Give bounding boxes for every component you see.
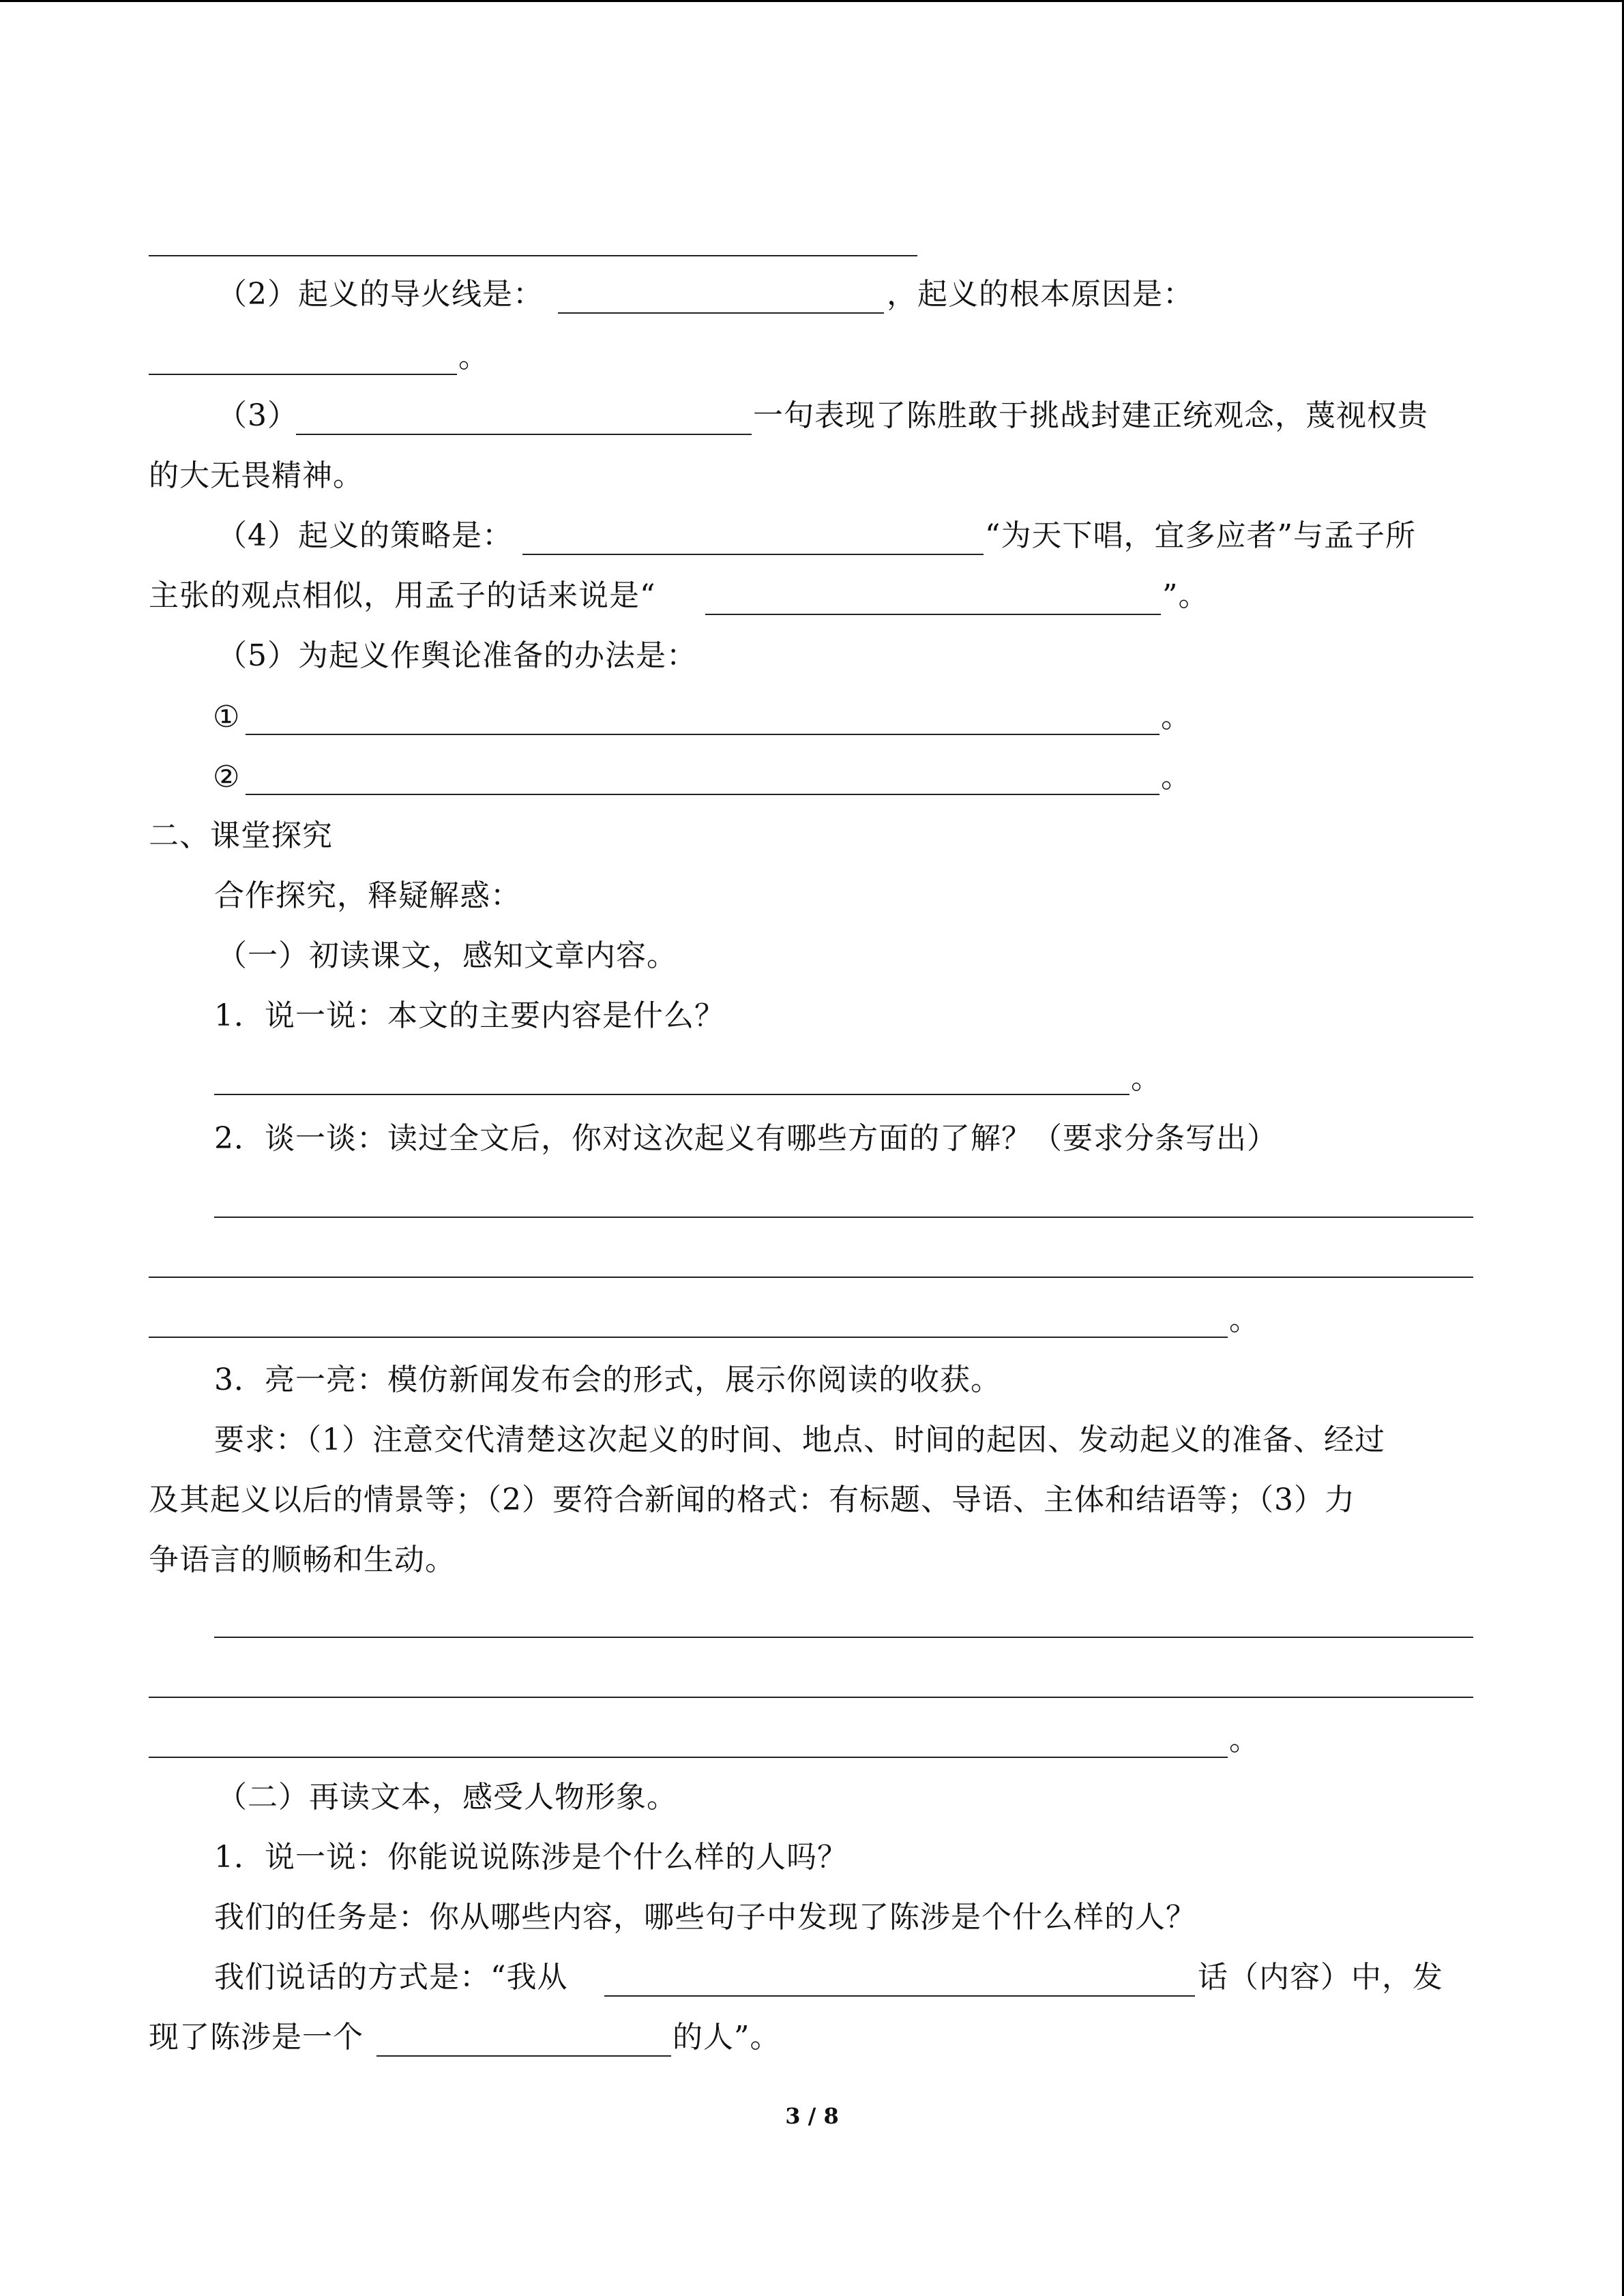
answer-line <box>604 1995 1195 1997</box>
answer-line <box>246 734 1160 735</box>
section-heading: 二、课堂探究 <box>149 818 333 853</box>
answer-line <box>705 614 1161 615</box>
item-2-marker: ② <box>213 760 241 794</box>
question-2-prefix: （2）起义的导火线是： <box>217 277 544 312</box>
speaking-way-line2-prefix: 现了陈涉是一个 <box>149 2020 364 2055</box>
answer-line <box>377 2055 671 2057</box>
part-2-question-1: 1．说一说：你能说说陈涉是个什么样的人吗？ <box>214 1840 848 1875</box>
question-4-line2-suffix: ”。 <box>1162 578 1209 613</box>
part-1-question-1: 1．说一说：本文的主要内容是什么？ <box>214 998 725 1033</box>
answer-line <box>246 794 1160 795</box>
question-3-suffix: 一句表现了陈胜敢于挑战封建正统观念，蔑视权贵 <box>753 398 1428 433</box>
part-2-title: （二）再读文本，感受人物形象。 <box>217 1780 677 1815</box>
part-1-title: （一）初读课文，感知文章内容。 <box>217 938 677 973</box>
answer-line <box>296 434 752 435</box>
answer-line <box>522 554 984 555</box>
item-1-marker: ① <box>213 700 241 734</box>
question-4-prefix: （4）起义的策略是： <box>217 518 513 553</box>
item-2-period: 。 <box>1161 760 1192 794</box>
part-1-q2-period: 。 <box>1229 1302 1260 1337</box>
requirement-line-2: 及其起义以后的情景等；（2）要符合新闻的格式：有标题、导语、主体和结语等；（3）力 <box>149 1482 1355 1517</box>
answer-line <box>149 255 917 256</box>
answer-line <box>558 312 884 314</box>
answer-line <box>149 1277 1473 1278</box>
part-1-question-2: 2．谈一谈：读过全文后，你对这次起义有哪些方面的了解？（要求分条写出） <box>214 1121 1278 1156</box>
requirement-line-3: 争语言的顺畅和生动。 <box>149 1542 456 1577</box>
speaking-way-suffix: 话（内容）中，发 <box>1198 1960 1443 1995</box>
speaking-way-line2-suffix: 的人”。 <box>673 2020 781 2055</box>
question-2-end: 。 <box>458 340 489 374</box>
page-number: 3 / 8 <box>785 2103 839 2129</box>
answer-line <box>149 1697 1473 1698</box>
question-4-suffix: “为天下唱，宜多应者”与孟子所 <box>985 518 1416 553</box>
speaking-way-prefix: 我们说话的方式是：“我从 <box>214 1960 568 1995</box>
requirement-line-1: 要求：（1）注意交代清楚这次起义的时间、地点、时间的起因、发动起义的准备、经过 <box>214 1422 1385 1457</box>
part-1-q1-period: 。 <box>1131 1061 1162 1096</box>
question-3-prefix: （3） <box>217 398 298 433</box>
section-intro: 合作探究，释疑解惑： <box>214 878 521 913</box>
question-3-line2: 的大无畏精神。 <box>149 458 364 493</box>
part-1-question-3: 3．亮一亮：模仿新闻发布会的形式，展示你阅读的收获。 <box>214 1362 1001 1397</box>
question-2-middle: ，起义的根本原因是： <box>887 277 1194 312</box>
answer-line <box>214 1217 1473 1218</box>
part-1-q3-period: 。 <box>1229 1723 1260 1757</box>
answer-line <box>149 1337 1228 1338</box>
answer-line <box>149 1757 1228 1758</box>
answer-line <box>149 374 457 375</box>
question-5-text: （5）为起义作舆论准备的办法是： <box>217 638 697 673</box>
item-1-period: 。 <box>1161 700 1192 734</box>
task-text: 我们的任务是：你从哪些内容，哪些句子中发现了陈涉是个什么样的人？ <box>214 1900 1196 1935</box>
answer-line <box>214 1094 1130 1095</box>
question-4-line2-prefix: 主张的观点相似，用孟子的话来说是“ <box>149 578 656 613</box>
answer-line <box>214 1637 1473 1638</box>
